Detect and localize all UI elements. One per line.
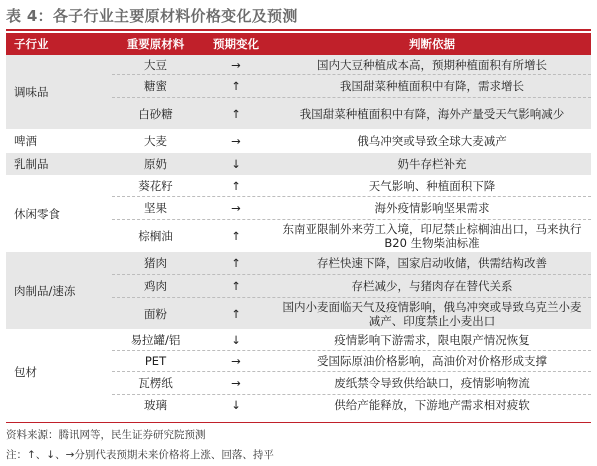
table-header [6,33,591,55]
basis-cell: 供给产能释放，下游地产需求相对疲软 [334,397,530,412]
table-row [112,97,591,129]
material-cell: 坚果 [144,201,167,215]
basis-cell: 天气影响、种植面积下降 [368,179,496,193]
table-group [6,55,591,130]
basis-cell: 存栏减少，与猪肉存在替代关系 [351,279,513,293]
change-arrow-cell: → [231,134,241,148]
table-row [112,330,591,350]
basis-cell: 俄乌冲突或导致全球大麦减产 [357,134,507,148]
material-cell: 葵花籽 [138,179,173,193]
table-row [112,176,591,196]
basis-cell: 存栏快速下降，国家启动收储，供需结构改善 [317,256,547,270]
subsector-name: 包材 [14,365,37,379]
change-arrow-cell: ↓ [231,157,241,171]
table-row [112,252,591,274]
material-cell: PET [144,354,167,368]
basis-cell: 海外疫情影响坚果需求 [374,201,490,215]
legend-note: 注：↑、↓、→分别代表预期未来价格将上涨、回落、持平 [6,449,274,461]
basis-cell: 国内大豆种植成本高，预期种植面积有所增长 [317,57,547,72]
change-arrow-cell: ↑ [231,256,241,270]
table-row [112,55,591,74]
material-cell: 易拉罐/铝 [130,333,181,347]
title-rule [6,29,591,31]
header-expected-change: 预期变化 [213,37,259,51]
table-row [112,219,591,251]
change-arrow-cell: ↑ [231,228,241,243]
source-note: 资料来源：腾讯网等，民生证券研究院预测 [6,429,206,441]
table-row [112,350,591,371]
change-arrow-cell: ↑ [231,79,241,93]
change-arrow-cell: → [231,57,241,72]
table-row [112,196,591,219]
subsector-name: 乳制品 [14,157,49,171]
material-cell: 玻璃 [144,397,167,412]
basis-cell: 受国际原油价格影响，高油价对价格形成支撑 [317,354,547,368]
table-row [112,371,591,394]
table-row [112,274,591,297]
material-cell: 大麦 [144,134,167,148]
table-group [6,330,591,415]
material-cell: 瓦楞纸 [138,376,173,390]
table-row [112,130,591,152]
change-arrow-cell: ↓ [231,333,241,347]
table-body [6,55,591,415]
material-cell: 糖蜜 [144,79,167,93]
material-cell: 原奶 [144,157,167,171]
material-cell: 棕榈油 [138,228,173,243]
change-arrow-cell: → [231,354,241,368]
table-group [6,252,591,330]
header-material: 重要原材料 [126,37,185,51]
subsector-name: 调味品 [14,85,49,99]
change-arrow-cell: → [231,201,241,215]
table-row [112,297,591,329]
material-cell: 猪肉 [144,256,167,270]
change-arrow-cell: ↑ [231,306,241,321]
material-cell: 面粉 [144,306,167,321]
change-arrow-cell: ↑ [231,106,241,121]
table-title: 表 4：各子行业主要原材料价格变化及预测 [6,7,298,25]
material-cell: 大豆 [144,57,167,72]
footer-rule [6,422,591,423]
header-subsector: 子行业 [14,37,49,51]
basis-cell: 废纸禁令导致供给缺口，疫情影响物流 [334,376,530,390]
change-arrow-cell: ↑ [231,179,241,193]
basis-cell: 东南亚限制外来劳工入境，印尼禁止棕榈油出口，马来执行 B20 生物柴油标准 [282,221,582,250]
material-cell: 鸡肉 [144,279,167,293]
basis-cell: 我国甜菜种植面积中有降，需求增长 [340,79,524,93]
table-group [6,153,591,176]
material-cell: 白砂糖 [138,106,173,121]
basis-cell: 国内小麦面临天气及疫情影响，俄乌冲突或导致乌克兰小麦减产、印度禁止小麦出口 [282,299,582,328]
change-arrow-cell: → [231,376,241,390]
subsector-name: 啤酒 [14,134,37,148]
table-row [112,74,591,97]
change-arrow-cell: ↓ [231,397,241,412]
basis-cell: 疫情影响下游需求，限电限产情况恢复 [334,333,530,347]
table-row [112,153,591,175]
table-group [6,130,591,153]
table-group [6,176,591,252]
header-basis: 判断依据 [409,37,455,51]
change-arrow-cell: ↑ [231,279,241,293]
basis-cell: 我国甜菜种植面积中有降，海外产量受天气影响减少 [299,106,565,121]
basis-cell: 奶牛存栏补充 [397,157,467,171]
subsector-name: 肉制品/速冻 [14,283,76,298]
materials-table [6,33,591,415]
table-row [112,394,591,414]
subsector-name: 休闲零食 [14,206,60,221]
